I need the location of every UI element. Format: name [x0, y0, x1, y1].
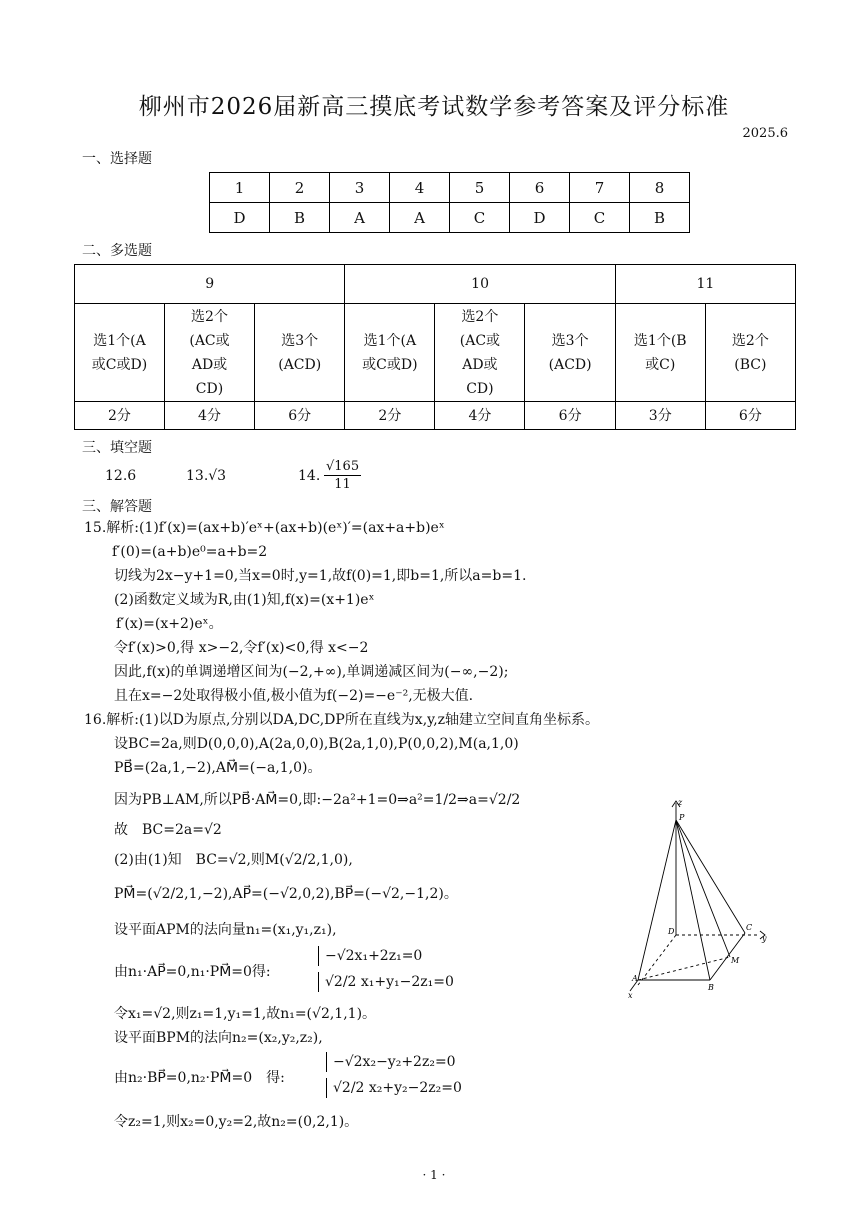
- label-p: P: [679, 813, 685, 822]
- score-cell: 3分: [615, 402, 705, 430]
- solution-line: 由n₂·BP⃗=0,n₂·PM⃗=0 得:: [114, 1070, 285, 1086]
- label-d: D: [668, 927, 675, 936]
- solution-line: 设平面APM的法向量n₁=(x₁,y₁,z₁),: [114, 922, 337, 938]
- answer-cell: A: [390, 203, 450, 233]
- question-number: 5: [450, 173, 510, 203]
- edge-bc: [710, 933, 745, 980]
- question-number: 4: [390, 173, 450, 203]
- question-number: 7: [570, 173, 630, 203]
- solution-line: 因为PB⊥AM,所以PB⃗·AM⃗=0,即:−2a²+1=0⇒a²=1/2⇒a=√2/2: [114, 792, 521, 808]
- label-b: B: [708, 983, 714, 992]
- page-title: 柳州市2026届新高三摸底考试数学参考答案及评分标准: [138, 94, 730, 120]
- exam-date: 2025.6: [742, 126, 788, 141]
- option-cell: 选2个 (AC或 AD或 CD): [164, 304, 254, 402]
- solution-line: 设BC=2a,则D(0,0,0),A(2a,0,0),B(2a,1,0),P(0,0,2),M(a,1,0): [114, 736, 519, 752]
- solution-line: 令x₁=√2,则z₁=1,y₁=1,故n₁=(√2,1,1)。: [114, 1006, 377, 1022]
- fill-answer-12: 12.6: [105, 468, 137, 484]
- solution-line: 故 BC=2a=√2: [114, 822, 222, 838]
- solution-line: 因此,f(x)的单调递增区间为(−2,+∞),单调递减区间为(−∞,−2);: [114, 664, 509, 680]
- edge-pc: [676, 820, 745, 933]
- table-row: [210, 173, 690, 203]
- section-solutions: 三、解答题: [82, 499, 152, 515]
- answer-cell: D: [210, 203, 270, 233]
- equation-system-line: √2/2 x₁+y₁−2z₁=0: [318, 972, 454, 992]
- label-a: A: [632, 974, 638, 983]
- table-row: [75, 265, 796, 304]
- fill-answer-13: 13.√3: [186, 468, 227, 484]
- x-axis-dashed: [638, 935, 676, 985]
- answer-cell: B: [270, 203, 330, 233]
- score-cell: 6分: [525, 402, 615, 430]
- section-choice: 一、选择题: [82, 151, 152, 167]
- section-fill: 三、填空题: [82, 440, 152, 456]
- score-cell: 6分: [705, 402, 795, 430]
- score-cell: 2分: [75, 402, 165, 430]
- solution-line: PM⃗=(√2/2,1,−2),AP⃗=(−√2,0,2),BP⃗=(−√2,−1,2)。: [114, 886, 458, 902]
- answer-cell: B: [630, 203, 690, 233]
- solution-line: 由n₁·AP⃗=0,n₁·PM⃗=0得:: [114, 964, 271, 980]
- option-cell: 选3个 (ACD): [255, 304, 345, 402]
- edge-pa: [638, 820, 676, 980]
- score-cell: 4分: [164, 402, 254, 430]
- edge-am: [638, 957, 730, 980]
- question-number: 1: [210, 173, 270, 203]
- answer-cell: A: [330, 203, 390, 233]
- solution-line: 令z₂=1,则x₂=0,y₂=2,故n₂=(0,2,1)。: [114, 1114, 359, 1130]
- equation-system-line: √2/2 x₂+y₂−2z₂=0: [326, 1078, 462, 1098]
- question-number: 8: [630, 173, 690, 203]
- question-number: 11: [615, 265, 795, 304]
- label-y: y: [762, 934, 767, 943]
- answer-cell: D: [510, 203, 570, 233]
- option-cell: 选1个(A 或C或D): [75, 304, 165, 402]
- option-cell: 选3个 (ACD): [525, 304, 615, 402]
- table-row: [75, 402, 796, 430]
- edge-pm: [676, 820, 730, 957]
- label-x: x: [628, 991, 633, 1000]
- solution-line: 切线为2x−y+1=0,当x=0时,y=1,故f(0)=1,即b=1,所以a=b=1.: [114, 568, 527, 584]
- question-number: 6: [510, 173, 570, 203]
- solution-line: 16.解析:(1)以D为原点,分别以DA,DC,DP所在直线为x,y,z轴建立空间直角坐标系。: [84, 712, 600, 728]
- answer-cell: C: [570, 203, 630, 233]
- solution-line: f′(x)=(x+2)eˣ。: [116, 616, 223, 632]
- solution-line: PB⃗=(2a,1,−2),AM⃗=(−a,1,0)。: [114, 760, 322, 776]
- score-cell: 6分: [255, 402, 345, 430]
- option-cell: 选2个 (BC): [705, 304, 795, 402]
- pyramid-figure: [620, 795, 770, 1000]
- fill-answer-14-label: 14.: [298, 468, 321, 484]
- score-cell: 2分: [345, 402, 435, 430]
- question-number: 2: [270, 173, 330, 203]
- table-row: [210, 203, 690, 233]
- multi-answer-table: [74, 264, 796, 430]
- table-row: [75, 304, 796, 402]
- solution-line: 且在x=−2处取得极小值,极小值为f(−2)=−e⁻²,无极大值.: [114, 688, 474, 704]
- question-number: 9: [75, 265, 345, 304]
- label-m: M: [731, 956, 740, 965]
- choice-answer-table: [209, 172, 690, 233]
- solution-line: 设平面BPM的法向n₂=(x₂,y₂,z₂),: [114, 1030, 323, 1046]
- fill-answer-14-fraction: √165 11: [326, 459, 360, 492]
- label-z: z: [678, 798, 683, 807]
- solution-line: 令f′(x)>0,得 x>−2,令f′(x)<0,得 x<−2: [114, 640, 369, 656]
- solution-line: f′(0)=(a+b)e⁰=a+b=2: [112, 544, 268, 560]
- solution-line: (2)函数定义域为R,由(1)知,f(x)=(x+1)eˣ: [114, 592, 375, 608]
- solution-line: (2)由(1)知 BC=√2,则M(√2/2,1,0),: [114, 852, 353, 868]
- option-cell: 选2个 (AC或 AD或 CD): [435, 304, 525, 402]
- answer-cell: C: [450, 203, 510, 233]
- section-multi: 二、多选题: [82, 243, 152, 259]
- option-cell: 选1个(A 或C或D): [345, 304, 435, 402]
- question-number: 3: [330, 173, 390, 203]
- edge-pb: [676, 820, 710, 980]
- equation-system-line: −√2x₂−y₂+2z₂=0: [326, 1052, 456, 1072]
- page-number: · 1 ·: [422, 1168, 446, 1182]
- score-cell: 4分: [435, 402, 525, 430]
- label-c: C: [746, 923, 753, 932]
- question-number: 10: [345, 265, 615, 304]
- option-cell: 选1个(B 或C): [615, 304, 705, 402]
- solution-line: 15.解析:(1)f′(x)=(ax+b)′eˣ+(ax+b)(eˣ)′=(ax+a+b)eˣ: [84, 520, 445, 536]
- equation-system-line: −√2x₁+2z₁=0: [318, 946, 422, 966]
